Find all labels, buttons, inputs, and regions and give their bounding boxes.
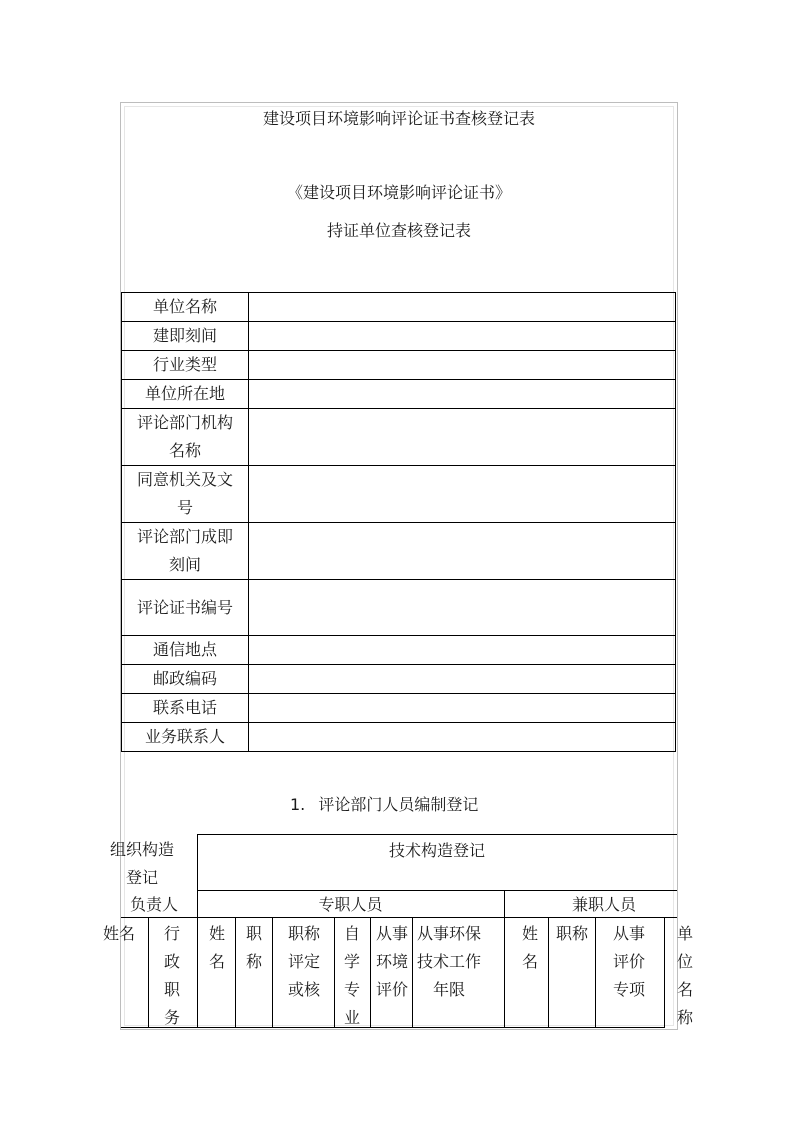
row-value[interactable] — [249, 322, 676, 351]
col-pt-unit: 单位名称 — [676, 924, 693, 1027]
table-row — [122, 322, 676, 351]
row-value[interactable] — [249, 636, 676, 665]
tech-header: 技术构造登记 — [388, 841, 485, 860]
row-label: 评论证书编号 — [122, 580, 249, 636]
col-ft-title: 职称 — [245, 924, 262, 971]
col-admin-post: 行政职务 — [163, 924, 180, 1027]
table-row — [122, 665, 676, 694]
row-value[interactable] — [249, 293, 676, 322]
row-value[interactable] — [249, 723, 676, 752]
row-label: 建即刻间 — [122, 322, 249, 351]
grid-line — [664, 917, 665, 1028]
table-row — [122, 523, 676, 580]
row-value[interactable] — [249, 665, 676, 694]
table-row — [122, 409, 676, 466]
table-row — [122, 580, 676, 636]
org-header: 组织构造登记 — [109, 840, 174, 887]
row-value[interactable] — [249, 694, 676, 723]
book-title: 《建设项目环境影响评论证书》 — [286, 183, 511, 202]
section-heading — [290, 792, 478, 815]
grid-line — [595, 917, 596, 1028]
col-pt-eval: 从事评价专项 — [612, 924, 645, 999]
table-row — [122, 694, 676, 723]
table-row — [122, 723, 676, 752]
row-value[interactable] — [249, 409, 676, 466]
sub-title: 持证单位查核登记表 — [326, 221, 471, 240]
row-value[interactable] — [249, 466, 676, 523]
leader-header: 负责人 — [129, 895, 178, 914]
row-value[interactable] — [249, 580, 676, 636]
row-label: 联系电话 — [122, 694, 249, 723]
col-ft-env: 从事环境评价 — [375, 924, 408, 999]
row-label: 通信地点 — [122, 636, 249, 665]
row-label: 邮政编码 — [122, 665, 249, 694]
section-number: 1. — [290, 795, 306, 814]
grid-line — [197, 834, 677, 835]
grid-line — [334, 917, 335, 1028]
main-title: 建设项目环境影响评论证书查核登记表 — [262, 109, 535, 128]
grid-line — [148, 917, 149, 1028]
row-value[interactable] — [249, 380, 676, 409]
row-label: 同意机关及文号 — [122, 466, 249, 523]
grid-line — [121, 1027, 665, 1028]
row-value[interactable] — [249, 523, 676, 580]
row-label: 行业类型 — [122, 351, 249, 380]
col-ft-years: 从事环保技术工作年限 — [416, 924, 481, 999]
row-label: 业务联系人 — [122, 723, 249, 752]
grid-line — [548, 917, 549, 1028]
col-ft-title-review: 职称评定或核 — [287, 924, 320, 999]
grid-line — [370, 917, 371, 1028]
table-row — [122, 351, 676, 380]
row-label: 评论部门机构名称 — [122, 409, 249, 466]
row-value[interactable] — [249, 351, 676, 380]
row-label: 单位所在地 — [122, 380, 249, 409]
grid-line — [272, 917, 273, 1028]
section-title: 评论部门人员编制登记 — [318, 795, 479, 814]
col-name: 姓名 — [102, 924, 135, 943]
grid-line — [235, 917, 236, 1028]
grid-line — [197, 890, 677, 891]
col-pt-name: 姓名 — [521, 924, 538, 971]
table-row — [122, 466, 676, 523]
row-label: 评论部门成即刻间 — [122, 523, 249, 580]
table-row — [122, 380, 676, 409]
unit-info-table — [121, 292, 676, 752]
table-row — [122, 636, 676, 665]
fulltime-header: 专职人员 — [318, 895, 383, 914]
table-row — [122, 293, 676, 322]
grid-line — [412, 917, 413, 1028]
row-label: 单位名称 — [122, 293, 249, 322]
parttime-header: 兼职人员 — [571, 895, 636, 914]
col-pt-title: 职称 — [555, 924, 588, 943]
col-ft-name: 姓名 — [208, 924, 225, 971]
col-ft-major: 自学专业 — [343, 924, 360, 1027]
